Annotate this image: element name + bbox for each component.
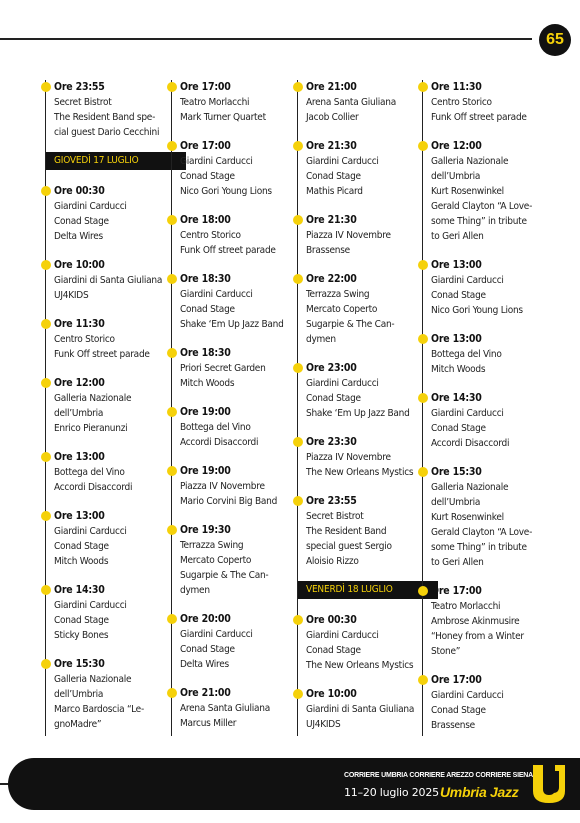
event-detail-line: Conad Stage bbox=[431, 290, 486, 301]
bullet-dot-icon bbox=[41, 186, 51, 196]
event-time: Ore 10:00 bbox=[306, 688, 357, 700]
event-entry bbox=[431, 80, 549, 125]
event-detail-line: Giardini Carducci bbox=[54, 526, 127, 537]
event-detail-line: Gerald Clayton “A Love- bbox=[431, 201, 533, 212]
event-time: Ore 20:00 bbox=[180, 613, 231, 625]
bullet-dot-icon bbox=[418, 467, 428, 477]
schedule-column-2 bbox=[171, 80, 290, 736]
event-detail-line: Mitch Woods bbox=[180, 378, 235, 389]
event-entry bbox=[431, 139, 549, 244]
event-detail-line: Funk Off street parade bbox=[54, 349, 150, 360]
bullet-dot-icon bbox=[293, 496, 303, 506]
bullet-dot-icon bbox=[41, 659, 51, 669]
event-time: Ore 23:30 bbox=[306, 436, 357, 448]
event-time: Ore 18:30 bbox=[180, 347, 231, 359]
event-entry bbox=[180, 686, 298, 731]
event-detail-line: Funk Off street parade bbox=[180, 245, 276, 256]
bullet-dot-icon bbox=[167, 614, 177, 624]
event-detail-line: Centro Storico bbox=[54, 334, 115, 345]
festival-brand: Umbria Jazz bbox=[440, 784, 519, 800]
event-entry bbox=[306, 687, 424, 732]
bullet-dot-icon bbox=[167, 215, 177, 225]
bullet-dot-icon bbox=[293, 689, 303, 699]
bullet-dot-icon bbox=[418, 141, 428, 151]
event-detail-line: Accordi Disaccordi bbox=[54, 482, 133, 493]
event-time: Ore 17:00 bbox=[431, 585, 482, 597]
bullet-dot-icon bbox=[293, 215, 303, 225]
event-entry bbox=[54, 583, 172, 643]
event-time: Ore 13:00 bbox=[431, 259, 482, 271]
bullet-dot-icon bbox=[418, 393, 428, 403]
bullet-dot-icon bbox=[418, 260, 428, 270]
event-entry bbox=[180, 272, 298, 332]
event-time: Ore 21:00 bbox=[180, 687, 231, 699]
bullet-dot-icon bbox=[418, 675, 428, 685]
event-detail-line: Centro Storico bbox=[180, 230, 241, 241]
top-rule bbox=[0, 38, 532, 40]
event-detail-line: “Honey from a Winter bbox=[431, 631, 524, 642]
bullet-dot-icon bbox=[41, 319, 51, 329]
event-time: Ore 17:00 bbox=[180, 140, 231, 152]
event-detail-line: Secret Bistrot bbox=[54, 97, 112, 108]
event-detail-line: Conad Stage bbox=[306, 171, 361, 182]
event-entry bbox=[54, 80, 172, 140]
event-detail-line: Galleria Nazionale bbox=[431, 482, 509, 493]
bullet-dot-icon bbox=[41, 511, 51, 521]
bullet-dot-icon bbox=[41, 585, 51, 595]
event-entry bbox=[180, 523, 298, 598]
event-detail-line: Giardini Carducci bbox=[180, 289, 253, 300]
event-time: Ore 23:55 bbox=[306, 495, 357, 507]
event-time: Ore 18:30 bbox=[180, 273, 231, 285]
event-detail-line: Marco Bardoscia “Le- bbox=[54, 704, 144, 715]
event-entry bbox=[431, 391, 549, 451]
event-time: Ore 23:00 bbox=[306, 362, 357, 374]
event-detail-line: Giardini Carducci bbox=[306, 378, 379, 389]
event-time: Ore 15:30 bbox=[431, 466, 482, 478]
event-detail-line: Giardini Carducci bbox=[306, 630, 379, 641]
event-detail-line: Mitch Woods bbox=[431, 364, 486, 375]
bullet-dot-icon bbox=[167, 525, 177, 535]
event-detail-line: Giardini Carducci bbox=[180, 156, 253, 167]
event-detail-line: Sugarpie & The Can- bbox=[180, 570, 269, 581]
bullet-dot-icon bbox=[167, 688, 177, 698]
event-detail-line: Galleria Nazionale bbox=[431, 156, 509, 167]
festival-dates: 11–20 luglio 2025 bbox=[344, 786, 439, 799]
event-entry bbox=[180, 80, 298, 125]
event-detail-line: Arena Santa Giuliana bbox=[180, 703, 270, 714]
bullet-dot-icon bbox=[41, 452, 51, 462]
bullet-dot-icon bbox=[167, 141, 177, 151]
event-detail-line: dymen bbox=[306, 334, 336, 345]
event-detail-line: Galleria Nazionale bbox=[54, 393, 132, 404]
day-banner: GIOVEDÌ 17 LUGLIO bbox=[46, 152, 186, 170]
event-entry bbox=[180, 213, 298, 258]
event-detail-line: cial guest Dario Cecchini bbox=[54, 127, 160, 138]
event-detail-line: gnoMadre” bbox=[54, 719, 102, 730]
bullet-dot-icon bbox=[167, 466, 177, 476]
event-detail-line: Funk Off street parade bbox=[431, 112, 527, 123]
event-time: Ore 14:30 bbox=[54, 584, 105, 596]
event-detail-line: Teatro Morlacchi bbox=[431, 601, 501, 612]
event-entry bbox=[306, 139, 424, 199]
event-detail-line: Giardini Carducci bbox=[431, 275, 504, 286]
event-time: Ore 15:30 bbox=[54, 658, 105, 670]
event-detail-line: dell’Umbria bbox=[431, 497, 481, 508]
event-entry bbox=[180, 464, 298, 509]
event-detail-line: Brassense bbox=[431, 720, 475, 731]
event-detail-line: dell’Umbria bbox=[54, 408, 104, 419]
event-detail-line: The New Orleans Mystics bbox=[306, 467, 414, 478]
event-detail-line: Piazza IV Novembre bbox=[306, 452, 391, 463]
event-detail-line: Conad Stage bbox=[54, 216, 109, 227]
bullet-dot-icon bbox=[418, 586, 428, 596]
event-detail-line: Shake ‘Em Up Jazz Band bbox=[180, 319, 284, 330]
event-detail-line: dell’Umbria bbox=[54, 689, 104, 700]
event-entry bbox=[306, 613, 424, 673]
event-detail-line: Conad Stage bbox=[180, 304, 235, 315]
event-detail-line: Teatro Morlacchi bbox=[180, 97, 250, 108]
event-detail-line: Nico Gori Young Lions bbox=[180, 186, 272, 197]
event-detail-line: Nico Gori Young Lions bbox=[431, 305, 523, 316]
bullet-dot-icon bbox=[418, 334, 428, 344]
event-detail-line: special guest Sergio bbox=[306, 541, 392, 552]
event-detail-line: Ambrose Akinmusire bbox=[431, 616, 520, 627]
event-time: Ore 13:00 bbox=[431, 333, 482, 345]
event-detail-line: Giardini di Santa Giuliana bbox=[306, 704, 415, 715]
event-detail-line: Accordi Disaccordi bbox=[431, 438, 510, 449]
event-detail-line: Conad Stage bbox=[431, 705, 486, 716]
event-time: Ore 12:00 bbox=[431, 140, 482, 152]
bullet-dot-icon bbox=[41, 260, 51, 270]
event-time: Ore 14:30 bbox=[431, 392, 482, 404]
event-detail-line: Arena Santa Giuliana bbox=[306, 97, 396, 108]
event-detail-line: Mitch Woods bbox=[54, 556, 109, 567]
schedule-column-1 bbox=[45, 80, 164, 736]
event-detail-line: Giardini Carducci bbox=[180, 629, 253, 640]
event-entry bbox=[306, 272, 424, 347]
sponsor-logos-text: CORRIERE UMBRIA CORRIERE AREZZO CORRIERE SIENA bbox=[344, 772, 534, 779]
bullet-dot-icon bbox=[167, 348, 177, 358]
event-entry bbox=[306, 435, 424, 480]
event-detail-line: Gerald Clayton “A Love- bbox=[431, 527, 533, 538]
event-entry bbox=[54, 509, 172, 569]
event-time: Ore 18:00 bbox=[180, 214, 231, 226]
event-detail-line: Mario Corvini Big Band bbox=[180, 496, 278, 507]
event-time: Ore 19:30 bbox=[180, 524, 231, 536]
bullet-dot-icon bbox=[293, 437, 303, 447]
event-detail-line: Piazza IV Novembre bbox=[180, 481, 265, 492]
event-detail-line: Accordi Disaccordi bbox=[180, 437, 259, 448]
event-time: Ore 21:30 bbox=[306, 214, 357, 226]
event-time: Ore 00:30 bbox=[306, 614, 357, 626]
event-detail-line: Kurt Rosenwinkel bbox=[431, 186, 504, 197]
event-detail-line: Conad Stage bbox=[306, 393, 361, 404]
page-number-badge: 65 bbox=[539, 24, 571, 56]
event-time: Ore 11:30 bbox=[54, 318, 105, 330]
event-detail-line: Sticky Bones bbox=[54, 630, 109, 641]
event-entry bbox=[306, 213, 424, 258]
event-entry bbox=[180, 612, 298, 672]
bullet-dot-icon bbox=[293, 274, 303, 284]
event-detail-line: Delta Wires bbox=[180, 659, 229, 670]
schedule-column-3 bbox=[297, 80, 416, 736]
event-time: Ore 13:00 bbox=[54, 451, 105, 463]
event-time: Ore 21:00 bbox=[306, 81, 357, 93]
bullet-dot-icon bbox=[167, 407, 177, 417]
event-detail-line: Terrazza Swing bbox=[306, 289, 370, 300]
bullet-dot-icon bbox=[41, 82, 51, 92]
bullet-dot-icon bbox=[293, 82, 303, 92]
event-detail-line: to Geri Allen bbox=[431, 557, 484, 568]
event-detail-line: Piazza IV Novembre bbox=[306, 230, 391, 241]
event-detail-line: Mark Turner Quartet bbox=[180, 112, 266, 123]
event-detail-line: Giardini Carducci bbox=[54, 600, 127, 611]
event-detail-line: The Resident Band bbox=[306, 526, 387, 537]
event-entry bbox=[306, 361, 424, 421]
event-detail-line: UJ4KIDS bbox=[306, 719, 341, 730]
event-time: Ore 22:00 bbox=[306, 273, 357, 285]
event-time: Ore 21:30 bbox=[306, 140, 357, 152]
event-detail-line: Priori Secret Garden bbox=[180, 363, 266, 374]
event-entry bbox=[180, 139, 298, 199]
event-detail-line: Galleria Nazionale bbox=[54, 674, 132, 685]
bullet-dot-icon bbox=[293, 363, 303, 373]
umbria-jazz-logo-icon bbox=[531, 763, 567, 805]
event-detail-line: Conad Stage bbox=[180, 644, 235, 655]
event-time: Ore 12:00 bbox=[54, 377, 105, 389]
event-detail-line: Centro Storico bbox=[431, 97, 492, 108]
event-entry bbox=[431, 258, 549, 318]
event-detail-line: to Geri Allen bbox=[431, 231, 484, 242]
event-detail-line: some Thing” in tribute bbox=[431, 542, 527, 553]
event-detail-line: Enrico Pieranunzi bbox=[54, 423, 128, 434]
event-detail-line: Giardini Carducci bbox=[54, 201, 127, 212]
event-time: Ore 13:00 bbox=[54, 510, 105, 522]
event-detail-line: some Thing” in tribute bbox=[431, 216, 527, 227]
event-detail-line: Conad Stage bbox=[180, 171, 235, 182]
event-detail-line: Kurt Rosenwinkel bbox=[431, 512, 504, 523]
event-detail-line: Stone” bbox=[431, 646, 461, 657]
bullet-dot-icon bbox=[293, 141, 303, 151]
event-detail-line: Conad Stage bbox=[54, 615, 109, 626]
event-detail-line: Giardini di Santa Giuliana bbox=[54, 275, 163, 286]
event-time: Ore 19:00 bbox=[180, 465, 231, 477]
event-detail-line: Bottega del Vino bbox=[180, 422, 251, 433]
event-entry bbox=[306, 80, 424, 125]
event-detail-line: Sugarpie & The Can- bbox=[306, 319, 395, 330]
bullet-dot-icon bbox=[293, 615, 303, 625]
event-entry bbox=[54, 450, 172, 495]
event-time: Ore 17:00 bbox=[431, 674, 482, 686]
event-time: Ore 19:00 bbox=[180, 406, 231, 418]
event-detail-line: dymen bbox=[180, 585, 210, 596]
event-entry bbox=[54, 184, 172, 244]
bullet-dot-icon bbox=[418, 82, 428, 92]
event-detail-line: Jacob Collier bbox=[306, 112, 359, 123]
event-detail-line: Mercato Coperto bbox=[306, 304, 378, 315]
event-entry bbox=[431, 332, 549, 377]
event-detail-line: Terrazza Swing bbox=[180, 540, 244, 551]
event-entry bbox=[431, 465, 549, 570]
event-detail-line: Aloisio Rizzo bbox=[306, 556, 359, 567]
event-detail-line: Marcus Miller bbox=[180, 718, 237, 729]
event-detail-line: Bottega del Vino bbox=[54, 467, 125, 478]
bullet-dot-icon bbox=[41, 378, 51, 388]
event-detail-line: Conad Stage bbox=[431, 423, 486, 434]
day-banner: VENERDÌ 18 LUGLIO bbox=[298, 581, 438, 599]
event-entry bbox=[180, 346, 298, 391]
event-detail-line: Brassense bbox=[306, 245, 350, 256]
event-entry bbox=[431, 584, 549, 659]
event-detail-line: Secret Bistrot bbox=[306, 511, 364, 522]
bullet-dot-icon bbox=[167, 274, 177, 284]
event-time: Ore 23:55 bbox=[54, 81, 105, 93]
event-entry bbox=[54, 376, 172, 436]
event-detail-line: Mercato Coperto bbox=[180, 555, 252, 566]
event-detail-line: The New Orleans Mystics bbox=[306, 660, 414, 671]
schedule-column-4 bbox=[422, 80, 541, 736]
event-entry bbox=[431, 673, 549, 733]
event-time: Ore 00:30 bbox=[54, 185, 105, 197]
event-detail-line: Giardini Carducci bbox=[306, 156, 379, 167]
event-detail-line: Delta Wires bbox=[54, 231, 103, 242]
event-detail-line: Bottega del Vino bbox=[431, 349, 502, 360]
event-detail-line: Giardini Carducci bbox=[431, 408, 504, 419]
event-entry bbox=[54, 657, 172, 732]
schedule-columns bbox=[0, 80, 580, 740]
event-detail-line: Giardini Carducci bbox=[431, 690, 504, 701]
event-time: Ore 17:00 bbox=[180, 81, 231, 93]
event-time: Ore 10:00 bbox=[54, 259, 105, 271]
bullet-dot-icon bbox=[167, 82, 177, 92]
event-detail-line: Conad Stage bbox=[306, 645, 361, 656]
event-detail-line: The Resident Band spe- bbox=[54, 112, 156, 123]
event-detail-line: Mathis Picard bbox=[306, 186, 363, 197]
event-detail-line: Shake ‘Em Up Jazz Band bbox=[306, 408, 410, 419]
event-entry bbox=[54, 258, 172, 303]
event-entry bbox=[180, 405, 298, 450]
event-time: Ore 11:30 bbox=[431, 81, 482, 93]
event-detail-line: Conad Stage bbox=[54, 541, 109, 552]
event-entry bbox=[306, 494, 424, 569]
event-detail-line: dell’Umbria bbox=[431, 171, 481, 182]
event-detail-line: UJ4KIDS bbox=[54, 290, 89, 301]
event-entry bbox=[54, 317, 172, 362]
